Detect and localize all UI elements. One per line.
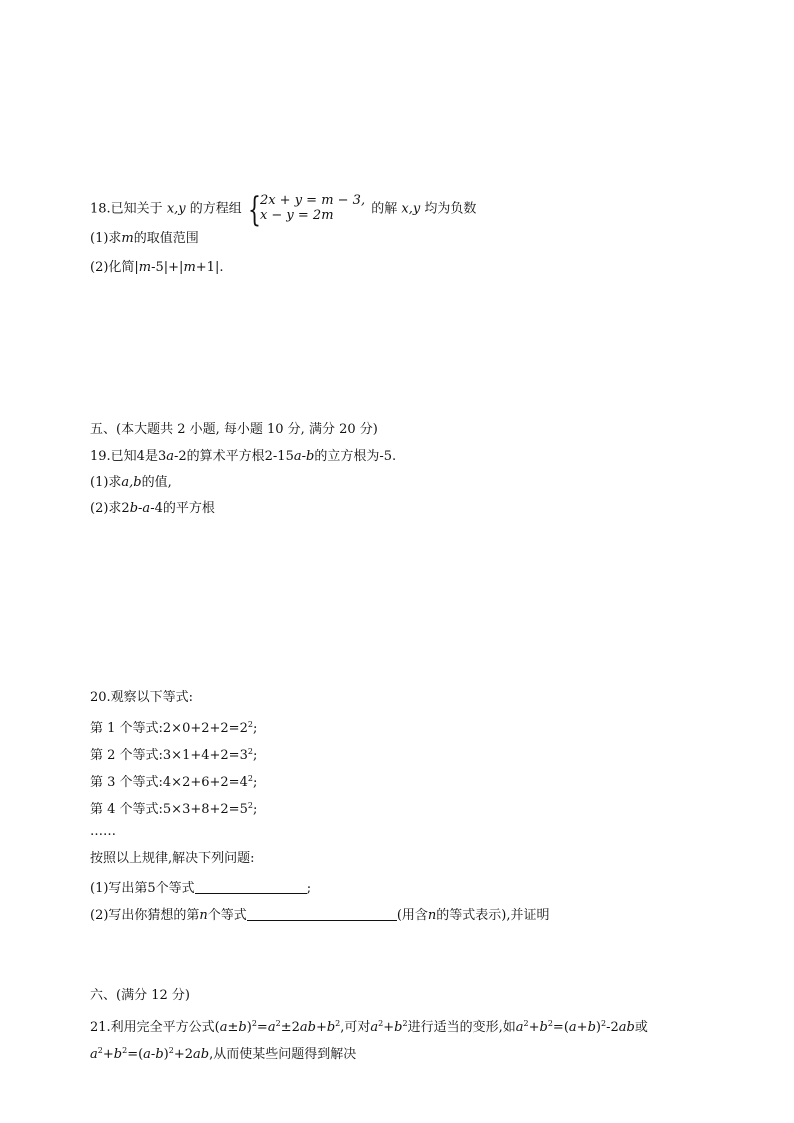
section-5-title: 五、(本大题共 2 小题, 每小题 10 分, 满分 20 分) bbox=[90, 422, 378, 437]
q20-intro: 20.观察以下等式: bbox=[90, 690, 194, 705]
q21-stem-line2: $a^2+b^2=(a-b)^2+2ab$,从而使某些问题得到解决 bbox=[90, 1046, 357, 1062]
q18-stem: 18.已知关于 x,y 的方程组 { 2x + y = m − 3, x − y = 2m 的解 x,y 均为负数 bbox=[90, 190, 477, 230]
q20-rule: 按照以上规律,解决下列问题: bbox=[90, 851, 255, 866]
q20-part1: (1)写出第5个等式 ; bbox=[90, 881, 312, 896]
q19-part2: (2)求2b-a-4的平方根 bbox=[90, 501, 215, 516]
q20-equation-4: 第 4 个等式$:5\times 3+8+2=5^2$; bbox=[90, 801, 258, 817]
left-brace-icon: { bbox=[247, 190, 261, 230]
q19-part1: (1)求a,b的值, bbox=[90, 475, 172, 490]
q20-ellipsis: …… bbox=[90, 824, 116, 839]
q18-part2: (2)化简|m-5|+|m+1|. bbox=[90, 260, 224, 275]
q20-equation-1: 第 1 个等式$:2\times 0+2+2=2^2$; bbox=[90, 720, 258, 736]
q20-equation-2: 第 2 个等式$:3\times 1+4+2=3^2$; bbox=[90, 747, 258, 763]
section-6-title: 六、(满分 12 分) bbox=[90, 988, 190, 1003]
q20-part2: (2)写出你猜想的第n个等式 (用含n的等式表示),并证明 bbox=[90, 908, 550, 923]
q19-stem: 19.已知4是3a-2的算术平方根2-15a-b的立方根为-5. bbox=[90, 449, 397, 464]
equation-2: x − y = 2m bbox=[259, 208, 334, 223]
answer-blank-1[interactable] bbox=[195, 879, 307, 894]
q20-equation-3: 第 3 个等式$:4\times 2+6+2=4^2$; bbox=[90, 774, 258, 790]
answer-blank-2[interactable] bbox=[247, 906, 397, 921]
q18-part1: (1)求m的取值范围 bbox=[90, 231, 199, 246]
equation-system bbox=[247, 190, 366, 230]
equation-1: 2x + y = m − 3, bbox=[259, 193, 366, 208]
q21-stem-line1: 21.利用完全平方公式$(a\pm b)^2=a^2\pm 2ab+b^2$,可对$a^2+b^2$进行适当的变形,如$a^2+b^2=(a+b)^2-2ab$或 bbox=[90, 1019, 648, 1035]
